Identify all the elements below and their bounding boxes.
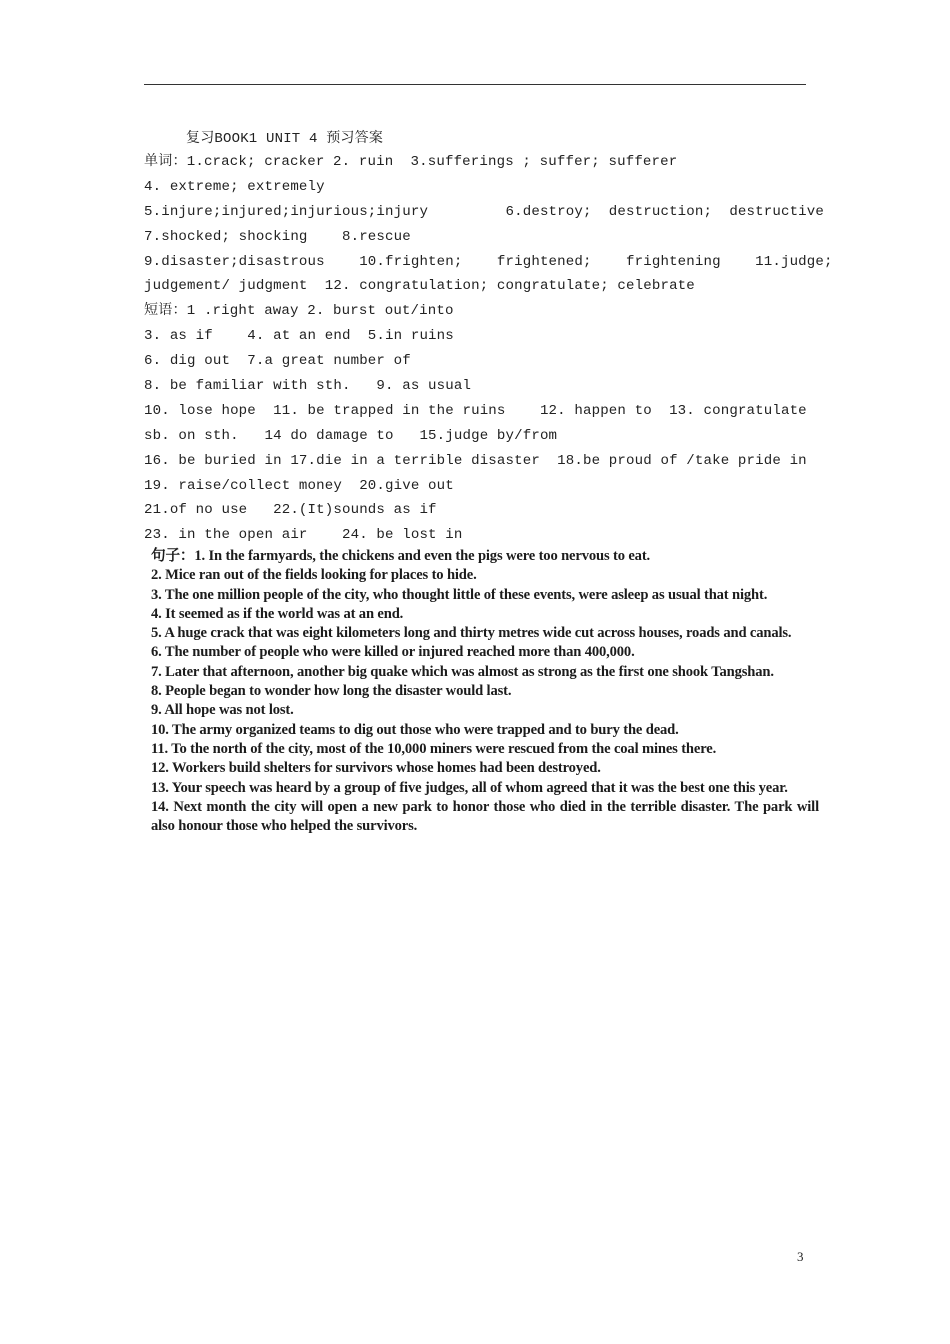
sentence: 6. The number of people who were killed or injured reached more than 400,000.	[151, 644, 635, 661]
answer-line: 短语：1 .right away 2. burst out/into	[144, 303, 454, 320]
sentence-answers	[151, 547, 819, 836]
sentence: 14. Next month the city will open a new park to honor those who died in the terrible disaster. The park will also honour those who helped the survivors.	[151, 798, 819, 835]
answer-line: 19. raise/collect money 20.give out	[144, 477, 454, 494]
answer-line: 单词：1.crack; cracker 2. ruin 3.sufferings ; suffer; sufferer	[144, 154, 678, 170]
sentence: 3. The one million people of the city, who thought little of these events, were asleep as usual that night.	[151, 586, 768, 603]
sentence: 12. Workers build shelters for survivors whose homes had been destroyed.	[151, 760, 601, 777]
document-title: 复习BOOK1 UNIT 4 预习答案	[186, 131, 384, 147]
answer-line: 23. in the open air 24. be lost in	[144, 527, 463, 544]
page-number: 3	[797, 1249, 804, 1264]
answer-line: 16. be buried in 17.die in a terrible disaster 18.be proud of /take pride in	[144, 452, 807, 469]
answer-line: 6. dig out 7.a great number of	[144, 353, 411, 370]
answer-line: 10. lose hope 11. be trapped in the ruins 12. happen to 13. congratulate	[144, 402, 807, 419]
sentence: 13. Your speech was heard by a group of five judges, all of whom agreed that it was the best one this year.	[151, 779, 788, 796]
sentence: 2. Mice ran out of the fields looking for places to hide.	[151, 567, 477, 584]
vocab-phrase-answers	[144, 152, 833, 550]
sentence: 9. All hope was not lost.	[151, 702, 294, 719]
sentence: 10. The army organized teams to dig out those who were trapped and to bury the dead.	[151, 721, 679, 738]
header-rule	[144, 84, 806, 85]
answer-line: 3. as if 4. at an end 5.in ruins	[144, 328, 454, 345]
answer-line: 7.shocked; shocking 8.rescue	[144, 228, 411, 245]
answer-line: 4. extreme; extremely	[144, 178, 325, 195]
answer-line: 5.injure;injured;injurious;injury 6.destroy; destruction; destructive	[144, 203, 825, 220]
answer-line: sb. on sth. 14 do damage to 15.judge by/from	[144, 427, 558, 444]
sentence: 句子：1. In the farmyards, the chickens and even the pigs were too nervous to eat.	[151, 548, 651, 564]
sentence: 8. People began to wonder how long the disaster would last.	[151, 683, 512, 700]
sentence: 5. A huge crack that was eight kilometers long and thirty metres wide cut across houses, roads and canals.	[151, 625, 792, 642]
sentence: 4. It seemed as if the world was at an end.	[151, 605, 404, 622]
answer-line: judgement/ judgment 12. congratulation; congratulate; celebrate	[144, 278, 695, 295]
sentence: 7. Later that afternoon, another big quake which was almost as strong as the first one shook Tangshan.	[151, 663, 774, 680]
answer-line: 8. be familiar with sth. 9. as usual	[144, 378, 472, 395]
answer-line: 9.disaster;disastrous 10.frighten; frightened; frightening 11.judge;	[144, 253, 833, 270]
sentence: 11. To the north of the city, most of the 10,000 miners were rescued from the coal mines there.	[151, 740, 717, 757]
answer-line: 21.of no use 22.(It)sounds as if	[144, 502, 437, 519]
